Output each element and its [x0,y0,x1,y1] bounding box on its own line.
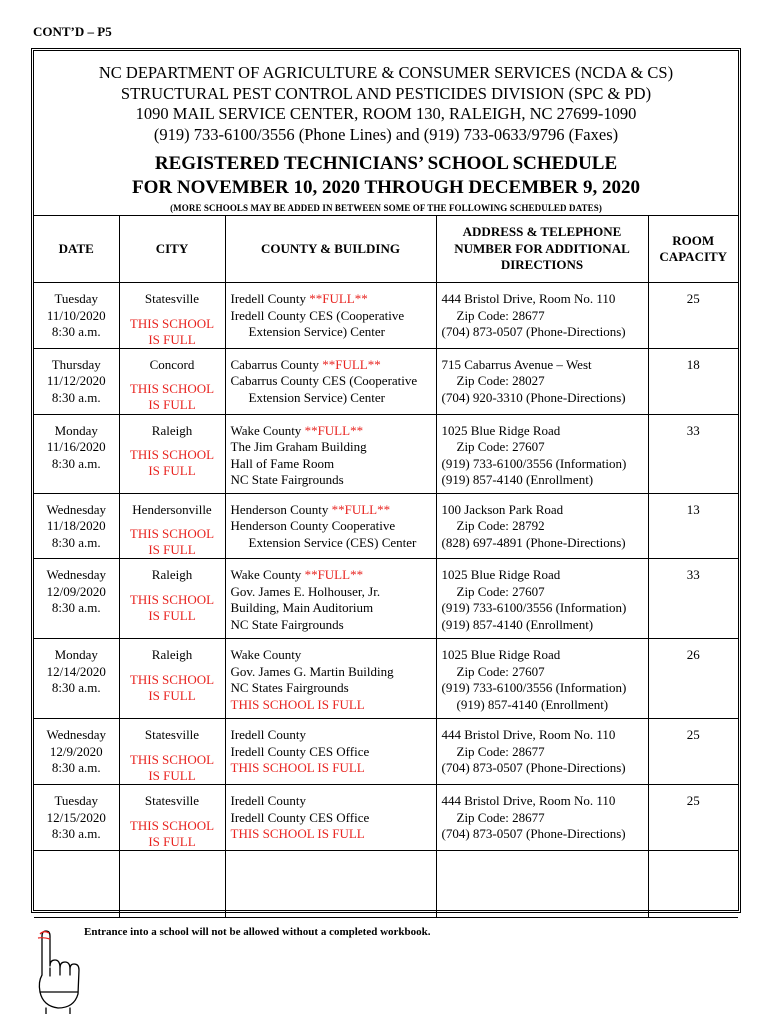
city-full-line: THIS SCHOOL [129,671,215,687]
county-name: Iredell County [230,727,306,742]
date-line: Tuesday [54,291,99,306]
date-line: 11/16/2020 [46,439,106,454]
date-line: 11/18/2020 [46,518,106,533]
building-full-label: THIS SCHOOL IS FULL [230,826,365,841]
building-line: NC States Fairgrounds [230,680,349,695]
cell-city [119,348,225,414]
building-line: Gov. James E. Holhouser, Jr. [230,583,381,599]
building-line: NC State Fairgrounds [230,616,344,632]
cell-city [119,719,225,785]
city-full-line: IS FULL [148,767,196,783]
document-header [34,51,738,216]
cell-address [436,493,648,559]
address-line: (919) 857-4140 (Enrollment) [456,696,609,712]
county-name: Wake County [230,647,302,662]
building-line: Iredell County CES Office [230,809,370,825]
cell-date [34,719,119,785]
cell-address [436,348,648,414]
date-line: 8:30 a.m. [51,389,101,405]
cell-county-building [225,639,436,719]
city-name: Hendersonville [132,501,212,517]
city-full-line: IS FULL [148,331,196,347]
county-line [231,793,436,810]
city-full-line: THIS SCHOOL [129,526,215,541]
col-header-address-line: ADDRESS & TELEPHONE [462,224,622,240]
cell-city [119,785,225,851]
cell-address [436,283,648,349]
building-line: Gov. James G. Martin Building [230,663,394,679]
empty-cell [225,851,436,918]
city-full-label [120,672,225,704]
table-row [34,785,738,851]
date-line: 8:30 a.m. [51,324,101,339]
city-full-line: THIS SCHOOL [129,381,215,396]
cell-city [119,493,225,559]
table-row [34,639,738,719]
city-full-line: IS FULL [148,397,196,412]
building-line: The Jim Graham Building [230,439,367,454]
county-line [231,567,436,584]
table-row [34,348,738,414]
address-line: Zip Code: 28677 [456,809,545,825]
continued-label: CONT’D – P5 [33,24,112,39]
building-line: Iredell County CES (Cooperative [230,307,405,323]
city-name: Concord [149,356,195,372]
county-line [231,647,436,664]
county-line [231,502,436,519]
date-line: Monday [54,647,98,662]
city-full-line: IS FULL [148,607,196,623]
address-line: (919) 733-6100/3556 (Information) [441,600,627,615]
address-line: Zip Code: 28677 [456,743,545,759]
city-name: Statesville [144,727,200,742]
cell-address [436,719,648,785]
cell-address [436,559,648,639]
date-line: 11/12/2020 [46,373,106,388]
address-line: Zip Code: 27607 [456,583,545,599]
table-row [34,414,738,493]
address-line: (704) 920-3310 (Phone-Directions) [441,389,626,405]
city-full-line: IS FULL [148,687,196,703]
city-name: Raleigh [151,647,193,662]
date-line: 12/15/2020 [46,809,106,825]
address-line: (919) 733-6100/3556 (Information) [441,455,627,471]
address-line: Zip Code: 28677 [456,307,545,323]
schedule-frame [31,48,741,913]
county-name: Wake County [230,422,302,438]
building-line: Henderson County Cooperative [230,518,396,533]
building-line: Extension Service) Center [248,389,385,405]
address-line: 444 Bristol Drive, Room No. 110 [441,793,616,808]
table-header-row [34,216,738,283]
city-full-label [120,526,225,558]
county-full-label: **FULL** [304,422,364,438]
address-line: 1025 Blue Ridge Road [441,422,561,438]
table-row [34,283,738,349]
county-full-label: **FULL** [322,356,381,372]
address-line: Zip Code: 27607 [456,439,545,454]
address-line: (704) 873-0507 (Phone-Directions) [441,324,626,339]
header-line-phones: (919) 733-6100/3556 (Phone Lines) and (919) 733-0633/9796 (Faxes) [153,124,619,144]
header-line-agency: NC DEPARTMENT OF AGRICULTURE & CONSUMER SERVICES (NCDA & CS) [98,63,674,82]
col-header-date: DATE [34,216,119,283]
workbook-requirement-note: Entrance into a school will not be allowed without a completed workbook. [84,926,431,938]
address-line: (919) 733-6100/3556 (Information) [441,680,627,695]
address-line: 100 Jackson Park Road [441,501,564,517]
county-full-label: **FULL** [309,291,368,306]
date-line: 8:30 a.m. [51,680,101,695]
cell-city [119,283,225,349]
county-name: Wake County [230,567,302,582]
date-line: Tuesday [54,793,99,808]
city-full-line: IS FULL [148,463,196,478]
empty-row [34,851,738,918]
col-header-county: COUNTY & BUILDING [225,216,436,283]
county-name: Iredell County [230,793,306,808]
cell-date [34,785,119,851]
building-full-label: THIS SCHOOL IS FULL [230,696,365,712]
city-name: Raleigh [151,422,193,438]
building-line: NC State Fairgrounds [230,472,344,487]
date-line: 8:30 a.m. [51,760,101,775]
empty-cell [119,851,225,918]
address-line: Zip Code: 28027 [456,373,545,388]
cell-date [34,559,119,639]
date-line: 11/10/2020 [46,307,106,323]
pointing-hand-icon [34,920,86,1014]
city-full-label [120,752,225,784]
empty-cell [34,851,119,918]
col-header-room [648,216,738,283]
header-line-division: STRUCTURAL PEST CONTROL AND PESTICIDES DIVISION (SPC & PD) [120,83,652,103]
cell-county-building [225,559,436,639]
address-line: 1025 Blue Ridge Road [441,647,561,662]
city-full-line: THIS SCHOOL [129,817,215,833]
col-header-room-line: ROOM [672,232,715,248]
cell-room-capacity: 25 [648,785,738,851]
city-full-line: THIS SCHOOL [129,591,215,607]
col-header-address [436,216,648,283]
county-full-label: **FULL** [304,567,364,582]
city-full-line: THIS SCHOOL [129,315,215,331]
county-name: Iredell County [230,291,306,306]
date-line: Thursday [51,356,101,372]
date-line: 12/09/2020 [46,583,106,599]
cell-address [436,785,648,851]
schedule-note: (MORE SCHOOLS MAY BE ADDED IN BETWEEN SOME OF THE FOLLOWING SCHEDULED DATES) [170,203,602,213]
cell-date [34,493,119,559]
building-line: Hall of Fame Room [230,455,335,471]
date-line: 8:30 a.m. [51,534,101,550]
address-line: 444 Bristol Drive, Room No. 110 [441,727,616,742]
date-line: Wednesday [46,727,107,742]
empty-cell [648,851,738,918]
county-line [231,727,436,744]
county-line [231,357,436,374]
county-line [231,291,436,308]
cell-room-capacity: 13 [648,493,738,559]
city-full-line: IS FULL [148,542,196,557]
col-header-city: CITY [119,216,225,283]
col-header-room-line: CAPACITY [659,249,728,264]
address-line: (704) 873-0507 (Phone-Directions) [441,826,626,841]
county-full-label: **FULL** [331,501,391,517]
table-row [34,559,738,639]
city-full-line: THIS SCHOOL [129,751,215,767]
city-full-line: IS FULL [148,833,196,849]
city-name: Raleigh [151,567,193,582]
cell-room-capacity: 33 [648,559,738,639]
table-row [34,719,738,785]
cell-address [436,639,648,719]
cell-city [119,639,225,719]
city-full-label [120,316,225,348]
city-full-line: THIS SCHOOL [129,447,215,462]
building-line: Building, Main Auditorium [230,600,374,615]
title-line-2: FOR NOVEMBER 10, 2020 THROUGH DECEMBER 9, 2020 [132,177,640,198]
cell-room-capacity: 18 [648,348,738,414]
cell-county-building [225,785,436,851]
building-line: Extension Service) Center [248,324,385,339]
address-line: (919) 857-4140 (Enrollment) [441,472,594,487]
cell-date [34,283,119,349]
city-name: Statesville [144,793,200,808]
city-full-label [120,447,225,479]
county-line [231,423,436,440]
date-line: 8:30 a.m. [51,826,101,841]
cell-date [34,639,119,719]
cell-room-capacity: 33 [648,414,738,493]
cell-county-building [225,414,436,493]
address-line: (919) 857-4140 (Enrollment) [441,616,594,632]
date-line: Wednesday [46,567,107,582]
county-name: Henderson County [230,501,329,517]
city-full-label [120,592,225,624]
address-line: (828) 697-4891 (Phone-Directions) [441,534,626,550]
cell-county-building [225,348,436,414]
cell-city [119,414,225,493]
cell-city [119,559,225,639]
address-line: Zip Code: 28792 [456,518,545,533]
cell-date [34,414,119,493]
cell-date [34,348,119,414]
city-full-label [120,818,225,850]
county-name: Cabarrus County [230,356,319,372]
schedule-table [34,216,738,918]
address-line: Zip Code: 27607 [456,663,545,679]
address-line: 715 Cabarrus Avenue – West [441,356,592,372]
title-line-1: REGISTERED TECHNICIANS’ SCHOOL SCHEDULE [154,153,618,174]
col-header-address-line: NUMBER FOR ADDITIONAL [454,240,630,256]
date-line: Monday [54,422,98,438]
cell-room-capacity: 25 [648,283,738,349]
date-line: 12/9/2020 [49,743,103,759]
date-line: 8:30 a.m. [51,600,101,615]
empty-cell [436,851,648,918]
date-line: 8:30 a.m. [51,455,101,471]
document-title [34,152,738,200]
cell-county-building [225,719,436,785]
cell-county-building [225,283,436,349]
table-row [34,493,738,559]
cell-room-capacity: 25 [648,719,738,785]
address-line: (704) 873-0507 (Phone-Directions) [441,760,626,775]
city-name: Statesville [144,291,200,306]
cell-address [436,414,648,493]
address-line: 1025 Blue Ridge Road [441,567,561,582]
header-line-address: 1090 MAIL SERVICE CENTER, ROOM 130, RALEIGH, NC 27699-1090 [135,104,637,123]
building-full-label: THIS SCHOOL IS FULL [230,760,365,775]
building-line: Extension Service (CES) Center [248,534,417,550]
date-line: 12/14/2020 [46,663,106,679]
date-line: Wednesday [46,501,107,517]
building-line: Iredell County CES Office [230,743,370,759]
cell-county-building [225,493,436,559]
col-header-address-line: DIRECTIONS [500,257,584,273]
address-line: 444 Bristol Drive, Room No. 110 [441,291,616,306]
building-line: Cabarrus County CES (Cooperative [230,373,418,388]
cell-room-capacity: 26 [648,639,738,719]
city-full-label [120,381,225,413]
